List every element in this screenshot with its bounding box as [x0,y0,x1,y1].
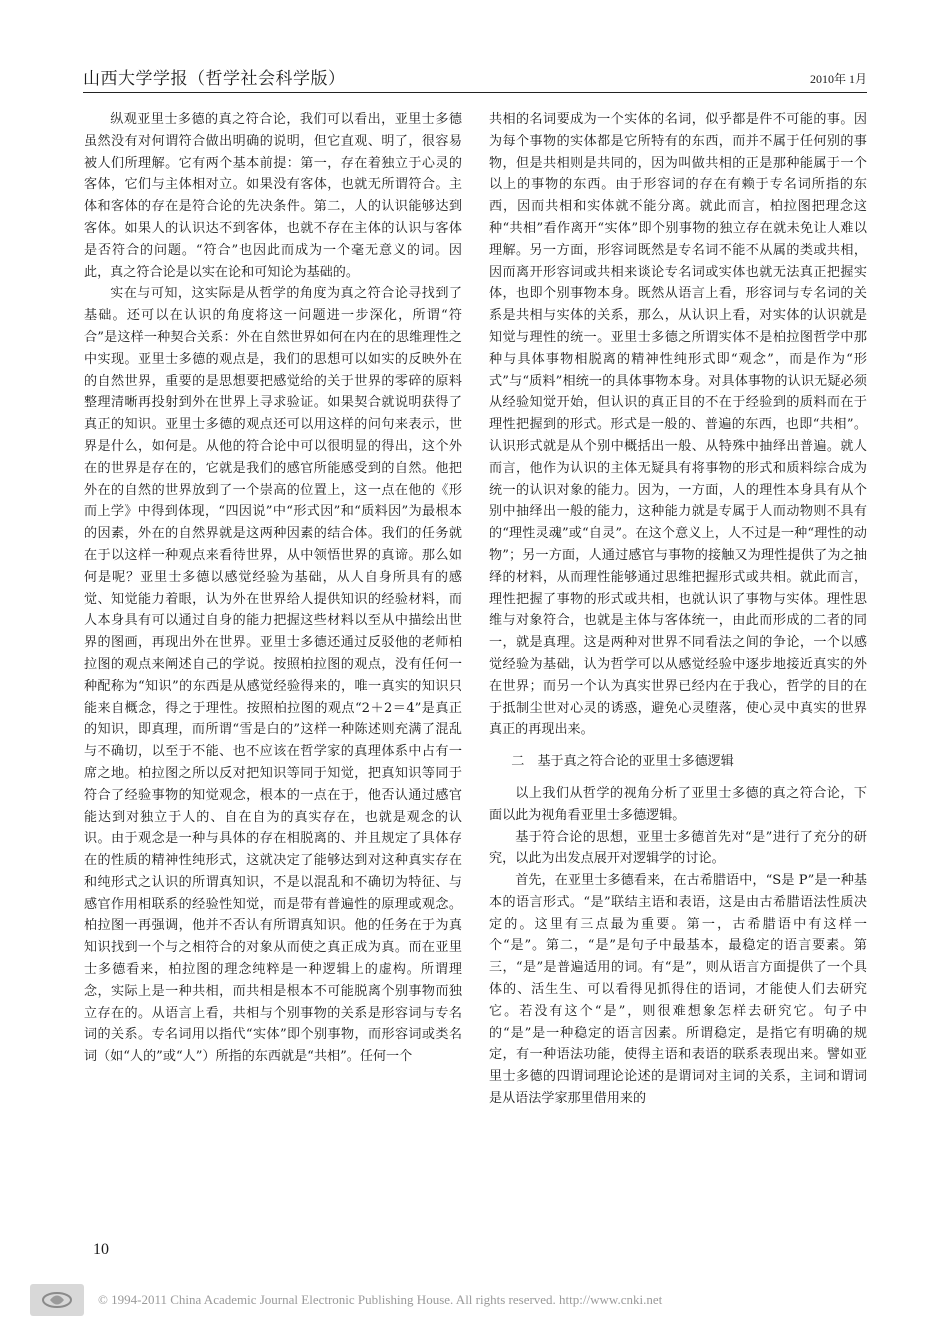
copyright-notice: © 1994-2011 China Academic Journal Electronic Publishing House. All rights reserved. http://www.cnki.net [98,1292,663,1307]
paragraph: 以上我们从哲学的视角分析了亚里士多德的真之符合论，下面以此为视角看亚里士多德逻辑。 [489,785,867,823]
paragraph: 基于符合论的思想，亚里士多德首先对“是”进行了充分的研究，以此为出发点展开对逻辑学的讨论。 [489,829,867,867]
right-column [489,109,867,1110]
page-number: 10 [93,1241,109,1258]
paragraph: 纵观亚里士多德的真之符合论，我们可以看出，亚里士多德虽然没有对何谓符合做出明确的说明，但它直观、明了，很容易被人们所理解。它有两个基本前提：第一，存在着独立于心灵的客体，它们与主体相对立。如果没有客体，也就无所谓符合。主体和客体的存在是符合论的先决条件。第二，人的认识能够达到客体。如果人的认识达不到客体，也就不存在主体的认识与客体是否符合的问题。“符合”也因此而成为一个毫无意义的词。因此，真之符合论是以实在论和可知论为基础的。 [84,112,462,280]
cnki-logo-icon [30,1284,84,1316]
section-heading: 二 基于真之符合论的亚里士多德逻辑 [511,754,734,770]
left-column [84,109,462,1068]
paragraph: 首先，在亚里士多德看来，在古希腊语中，“S是 P”是一种基本的语言形式。“是”联结主语和表语，这是由古希腊语法性质决定的。这里有三点最为重要。第一，古希腊语中有这样一个“是”。第二，“是”是句子中最基本，最稳定的语言要素。第三，“是”是普遍适用的词。有“是”，则从语言方面提供了一个具体的、活生生、可以看得见抓得住的语词，才能使人们去研究它。若没有这个“是”，则很难想象怎样去研究它。句子中的“是”是一种稳定的语言因素。所谓稳定，是指它有明确的规定，有一种语法功能，使得主语和表语的联系表现出来。譬如亚里士多德的四谓词理论论述的是谓词对主词的关系，主词和谓词是从语法学家那里借用来的 [489,873,867,1107]
running-header [83,66,867,93]
issue-date: 2010年 1月 [809,72,867,86]
journal-title: 山西大学学报（哲学社会科学版） [83,69,346,89]
footer [30,1280,930,1320]
paragraph: 实在与可知，这实际是从哲学的角度为真之符合论寻找到了基础。还可以在认识的角度将这一问题进一步深化，所谓“符合”是这样一种契合关系：外在自然世界如何在内在的思维理性之中实现。亚里士多德的观点是，我们的思想可以如实的反映外在的自然世界，重要的是思想要把感觉给的关于世界的零碎的原料整理清晰再投射到外在世界上寻求验证。如果契合就说明获得了真正的知识。亚里士多德的观点还可以用这样的问句来表示，世界是什么，如何是。从他的符合论中可以很明显的得出，这个外在的世界是存在的，它就是我们的感官所能感受到的自然。他把外在的自然的世界放到了一个崇高的位置上，这一点在他的《形而上学》中得到体现，“四因说”中“形式因”和“质料因”为最根本的因素，外在的自然界就是这两种因素的结合体。我们的任务就在于以这样一种观点来看待世界，从中领悟世界的真谛。那么如何是呢？亚里士多德以感觉经验为基础，从人自身所具有的感觉、知觉能力着眼，认为外在世界给人提供知识的经验材料，而人本身具有可以通过自身的能力把握这些材料以至从中描绘出世界的图画，再现出外在世界。亚里士多德还通过反驳他的老师柏拉图的观点来阐述自己的学说。按照柏拉图的观点，没有任何一种配称为“知识”的东西是从感觉经验得来的，唯一真实的知识只能来自概念，得之于理性。按照柏拉图的观点“2＋2＝4”是真正的知识，即真理，而所谓“雪是白的”这样一种陈述则充满了混乱与不确切，以至于不能、也不应该在哲学家的真理体系中占有一席之地。柏拉图之所以反对把知识等同于知觉，把真知识等同于符合了经验事物的知觉观念，根本的一点在于，他否认通过感官能达到对独立于人的、自在自为的真实存在，也就是观念的认识。由于观念是一种与具体的存在相脱离的、并且规定了具体存在的性质的精神性纯形式，这就决定了能够达到对这种真实存在和纯形式之认识的所谓真知识，不是以混乱和不确切为特征、与感官作用相联系的经验性知觉，而是带有普遍性的原理或观念。柏拉图一再强调，他并不否认有所谓真知识。他的任务在于为真知识找到一个与之相符合的对象从而使之真正成为真。而在亚里士多德看来，柏拉图的理念纯粹是一种逻辑上的虚构。所谓理念，实际上是一种共相，而共相是根本不可能脱离个别事物而独立存在的。从语言上看，共相与个别事物的关系是形容词与专名词的关系。专名词用以指代“实体”即个别事物，而形容词或类名词（如“人的”或“人”）所指的东西就是“共相”。任何一个 [84,286,462,1065]
paragraph: 共相的名词要成为一个实体的名词，似乎都是件不可能的事。因为每个事物的实体都是它所特有的东西，而并不属于任何别的事物，但是共相则是共同的，因为叫做共相的正是那种能属于一个以上的事物的东西。由于形容词的存在有赖于专名词所指的东西，因而共相和实体就不能分离。就此而言，柏拉图把理念这种“共相”看作离开“实体”即个别事物的独立存在就未免让人难以理解。另一方面，形容词既然是专名词不能不从属的类或共相，因而离开形容词或共相来谈论专名词或实体也就无法真正把握实体，也即个别事物本身。既然从语言上看，形容词与专名词的关系是共相与实体的关系，那么，从认识上看，对实体的认识就是知觉与理性的统一。亚里士多德之所谓实体不是柏拉图哲学中那种与具体事物相脱离的精神性纯形式即“观念”，而是作为“形式”与“质料”相统一的具体事物本身。对具体事物的认识无疑必须从经验知觉开始，但认识的真正目的不在于经验到的质料而在于理性把握到的形式。形式是一般的、普遍的东西，也即“共相”。认识形式就是从个别中概括出一般、从特殊中抽绎出普遍。就人而言，他作为认识的主体无疑具有将事物的形式和质料综合成为统一的认识对象的能力。因为，一方面，人的理性本身具有从个别中抽绎出一般的能力，这种能力就是专属于人而动物则不具有的“理性灵魂”或“自灵”。在这个意义上，人不过是一种“理性的动物”；另一方面，人通过感官与事物的接触又为理性提供了为之抽绎的材料，从而理性能够通过思维把握形式或共相。就此而言，理性把握了事物的形式或共相，也就认识了事物与实体。理性思维与对象符合，也就是主体与客体统一，由此而形成的二者的同一，就是真理。这是两种对世界不同看法之间的争论，一个以感觉经验为基础，认为哲学可以从感觉经验中逐步地接近真实的外在世界；而另一个认为真实世界已经内在于我心，哲学的目的在于抵制尘世对心灵的诱惑，避免心灵堕落，使心灵中真实的世界真正的再现出来。 [489,112,867,738]
